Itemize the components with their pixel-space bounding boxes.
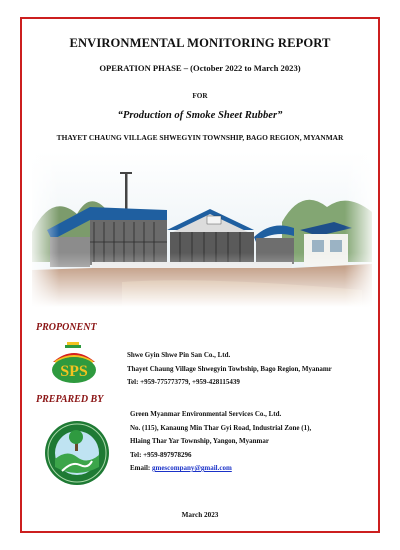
sps-logo-text: SPS xyxy=(60,363,88,380)
green-myanmar-logo xyxy=(42,419,112,487)
prepared-by-heading: PREPARED BY xyxy=(36,394,104,405)
email-link[interactable]: gmescompany@gmail.com xyxy=(151,464,232,472)
project-location: THAYET CHAUNG VILLAGE SHWEGYIN TOWNSHIP, BAGO REGION, MYANMAR xyxy=(56,133,344,142)
report-cover-frame xyxy=(20,17,380,533)
preparer-name: Green Myanmar Environmental Services Co., Ltd. xyxy=(130,410,282,418)
prepared-by-info xyxy=(130,408,311,476)
report-date: March 2023 xyxy=(181,511,219,519)
proponent-info xyxy=(127,349,332,390)
preparer-address-line1: No. (115), Kanaung Min Thar Gyi Road, Industrial Zone (1), xyxy=(130,423,312,432)
email-label: Email: xyxy=(130,464,152,472)
proponent-heading: PROPONENT xyxy=(36,322,97,333)
sps-logo xyxy=(45,340,103,390)
proponent-tel: Tel: +959-775773779, +959-428115439 xyxy=(127,378,240,386)
proponent-address: Thayet Chaung Village Shwegyin Towbship, Bago Region, Myanamr xyxy=(127,364,332,373)
report-title: ENVIRONMENTAL MONITORING REPORT xyxy=(69,36,331,50)
preparer-tel: Tel: +959-897978296 xyxy=(130,450,192,459)
factory-photo xyxy=(32,152,372,307)
preparer-email-row xyxy=(130,462,311,476)
for-label: FOR xyxy=(192,92,208,100)
proponent-name: Shwe Gyin Shwe Pin San Co., Ltd. xyxy=(127,351,231,359)
project-title: “Production of Smoke Sheet Rubber” xyxy=(117,110,283,121)
report-phase: OPERATION PHASE – (October 2022 to March 2023) xyxy=(99,63,301,73)
preparer-address-line2: Hlaing Thar Yar Township, Yangon, Myanmar xyxy=(130,437,269,445)
